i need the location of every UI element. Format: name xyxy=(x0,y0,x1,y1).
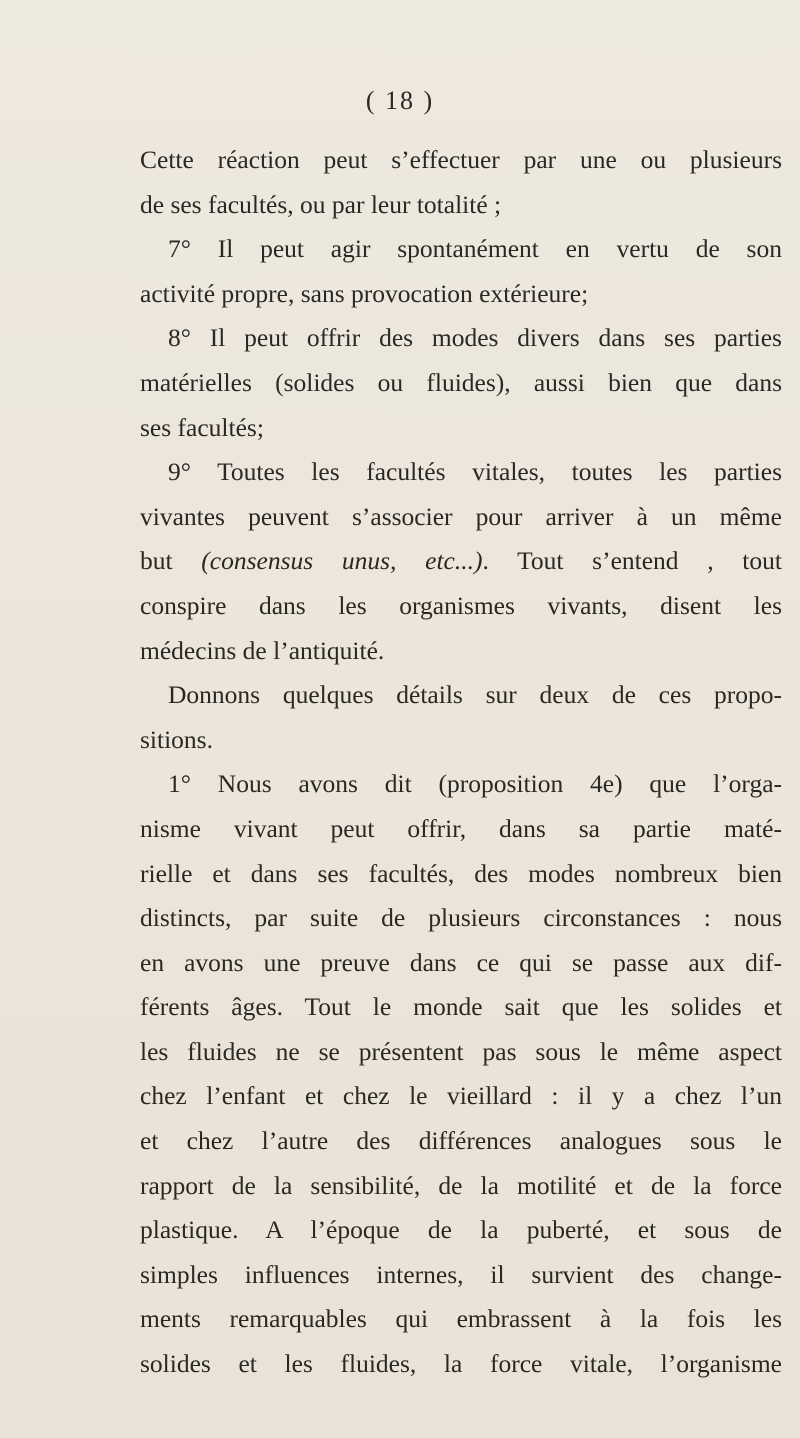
text-line: Donnons quelques détails sur deux de ces propo- xyxy=(168,680,782,710)
text-line: activité propre, sans provocation extérieure; xyxy=(140,278,589,308)
text-line: chez l’enfant et chez le vieillard : il y a chez l’un xyxy=(140,1081,782,1111)
text-line: de ses facultés, ou par leur totalité ; xyxy=(140,189,502,219)
text-line: nisme vivant peut offrir, dans sa partie maté- xyxy=(140,813,782,843)
text-fragment: . Tout s’entend , tout xyxy=(482,546,782,576)
text-line: ses facultés; xyxy=(140,412,264,442)
text-line: Cette réaction peut s’effectuer par une ou plusieurs xyxy=(140,145,782,174)
text-line: et chez l’autre des différences analogues sous le xyxy=(140,1126,782,1156)
text-line: les fluides ne se présentent pas sous le même aspect xyxy=(140,1036,782,1066)
text-line: sitions. xyxy=(140,724,213,754)
text-line: ments remarquables qui embrassent à la fois les xyxy=(140,1304,782,1334)
text-line: en avons une preuve dans ce qui se passe aux dif- xyxy=(140,947,782,977)
text-line: rielle et dans ses facultés, des modes nombreux bien xyxy=(140,858,782,888)
text-line: distincts, par suite de plusieurs circonstances : nous xyxy=(140,903,782,933)
text-line: matérielles (solides ou fluides), aussi bien que dans xyxy=(140,367,782,397)
text-line: solides et les fluides, la force vitale, l’organisme xyxy=(140,1349,782,1379)
text-line xyxy=(140,539,782,584)
italic-phrase: (consensus unus, etc...) xyxy=(201,546,483,576)
page-number: ( 18 ) xyxy=(365,86,435,115)
text-line: médecins de l’antiquité. xyxy=(140,635,385,665)
text-line: férents âges. Tout le monde sait que les solides et xyxy=(140,992,782,1022)
text-line: 1° Nous avons dit (proposition 4e) que l’orga- xyxy=(168,769,782,799)
text-line: plastique. A l’époque de la puberté, et sous de xyxy=(140,1215,782,1245)
body-text xyxy=(140,138,782,1387)
text-line: rapport de la sensibilité, de la motilité et de la force xyxy=(140,1170,782,1200)
text-line: 9° Toutes les facultés vitales, toutes les parties xyxy=(168,457,782,487)
text-line: simples influences internes, il survient des change- xyxy=(140,1259,782,1289)
text-fragment: but xyxy=(140,546,202,576)
text-line: 8° Il peut offrir des modes divers dans ses parties xyxy=(168,323,782,353)
text-line: vivantes peuvent s’associer pour arriver à un même xyxy=(140,501,782,531)
text-line: conspire dans les organismes vivants, disent les xyxy=(140,590,782,620)
text-line: 7° Il peut agir spontanément en vertu de son xyxy=(168,234,782,264)
